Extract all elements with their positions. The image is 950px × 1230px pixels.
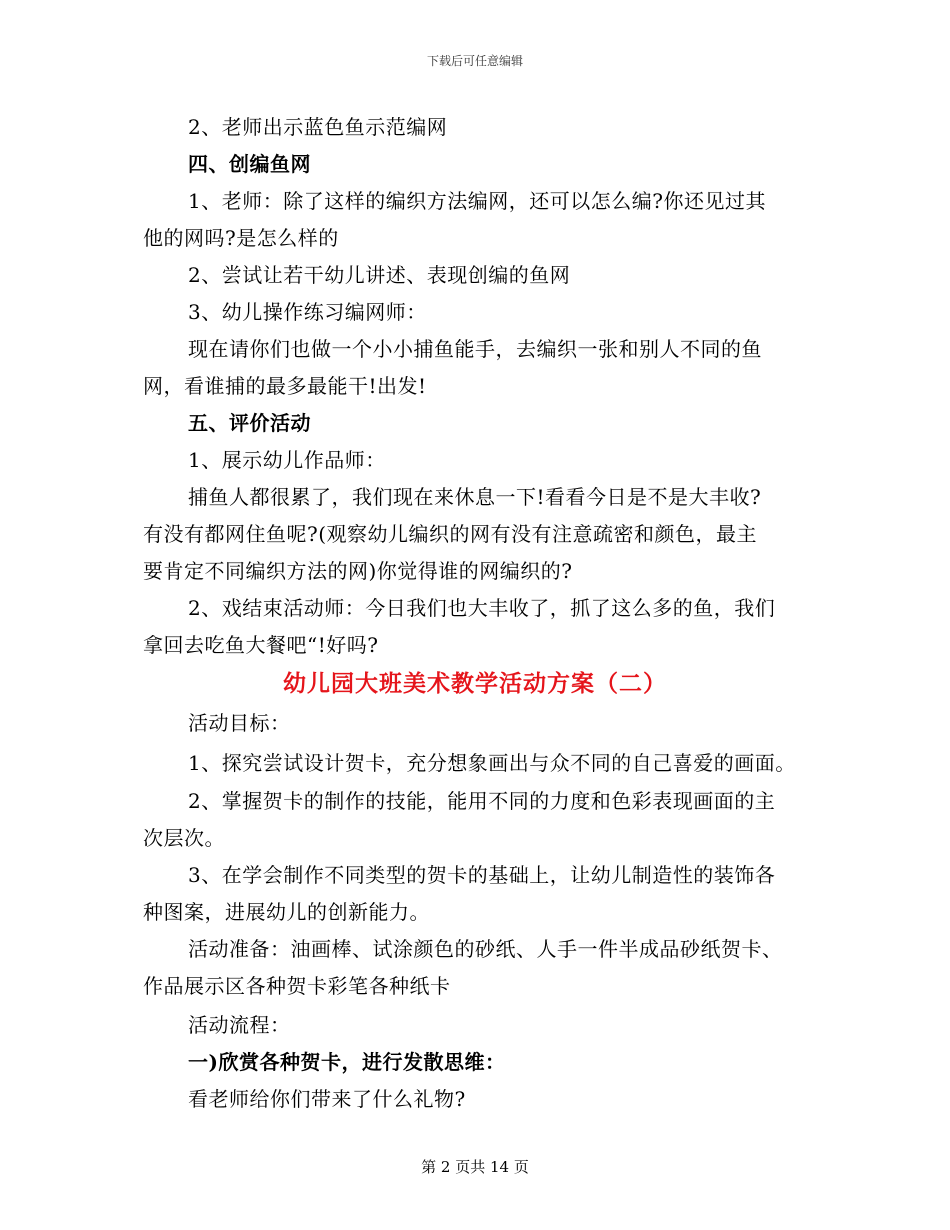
text-line: 次层次。 — [143, 826, 225, 850]
text-line: 作品展示区各种贺卡彩笔各种纸卡 — [143, 974, 451, 998]
section-heading: 四、创编鱼网 — [188, 152, 311, 176]
text-line: 要肯定不同编织方法的网)你觉得谁的网编织的? — [143, 559, 573, 583]
text-line: 现在请你们也做一个小小捕鱼能手，去编织一张和别人不同的鱼 — [188, 337, 762, 361]
text-line: 拿回去吃鱼大餐吧“!好吗? — [143, 633, 379, 657]
text-line: 种图案，进展幼儿的创新能力。 — [143, 900, 430, 924]
text-line: 1、老师：除了这样的编织方法编网，还可以怎么编?你还见过其 — [188, 189, 766, 213]
text-line: 2、戏结束活动师：今日我们也大丰收了，抓了这么多的鱼，我们 — [188, 596, 776, 620]
text-line: 活动流程： — [188, 1013, 291, 1037]
text-line: 网，看谁捕的最多最能干!出发! — [143, 374, 427, 398]
text-line: 3、在学会制作不同类型的贺卡的基础上，让幼儿制造性的装饰各 — [188, 863, 776, 887]
text-line: 看老师给你们带来了什么礼物? — [188, 1087, 466, 1111]
text-line: 活动准备：油画棒、试涂颜色的砂纸、人手一件半成品砂纸贺卡、 — [188, 937, 783, 961]
page-footer: 第 2 页共 14 页 — [421, 1158, 529, 1176]
section-heading: 五、评价活动 — [188, 411, 311, 435]
text-line: 2、老师出示蓝色鱼示范编网 — [188, 115, 448, 139]
page-header: 下载后可任意编辑 — [426, 54, 523, 68]
text-line: 有没有都网住鱼呢?(观察幼儿编织的网有没有注意疏密和颜色，最主 — [143, 522, 758, 546]
text-line: 捕鱼人都很累了，我们现在来休息一下!看看今日是不是大丰收? — [188, 485, 762, 509]
document-title: 幼儿园大班美术教学活动方案（二） — [283, 670, 667, 697]
text-line: 他的网吗?是怎么样的 — [143, 226, 339, 250]
text-line: 2、尝试让若干幼儿讲述、表现创编的鱼网 — [188, 263, 571, 287]
text-line: 2、掌握贺卡的制作的技能，能用不同的力度和色彩表现画面的主 — [188, 789, 776, 813]
section-heading: 一)欣赏各种贺卡，进行发散思维： — [188, 1050, 506, 1074]
text-line: 3、幼儿操作练习编网师： — [188, 300, 427, 324]
text-line: 1、探究尝试设计贺卡，充分想象画出与众不同的自己喜爱的画面。 — [188, 751, 796, 775]
text-line: 1、展示幼儿作品师： — [188, 448, 386, 472]
text-line: 活动目标： — [188, 711, 291, 735]
